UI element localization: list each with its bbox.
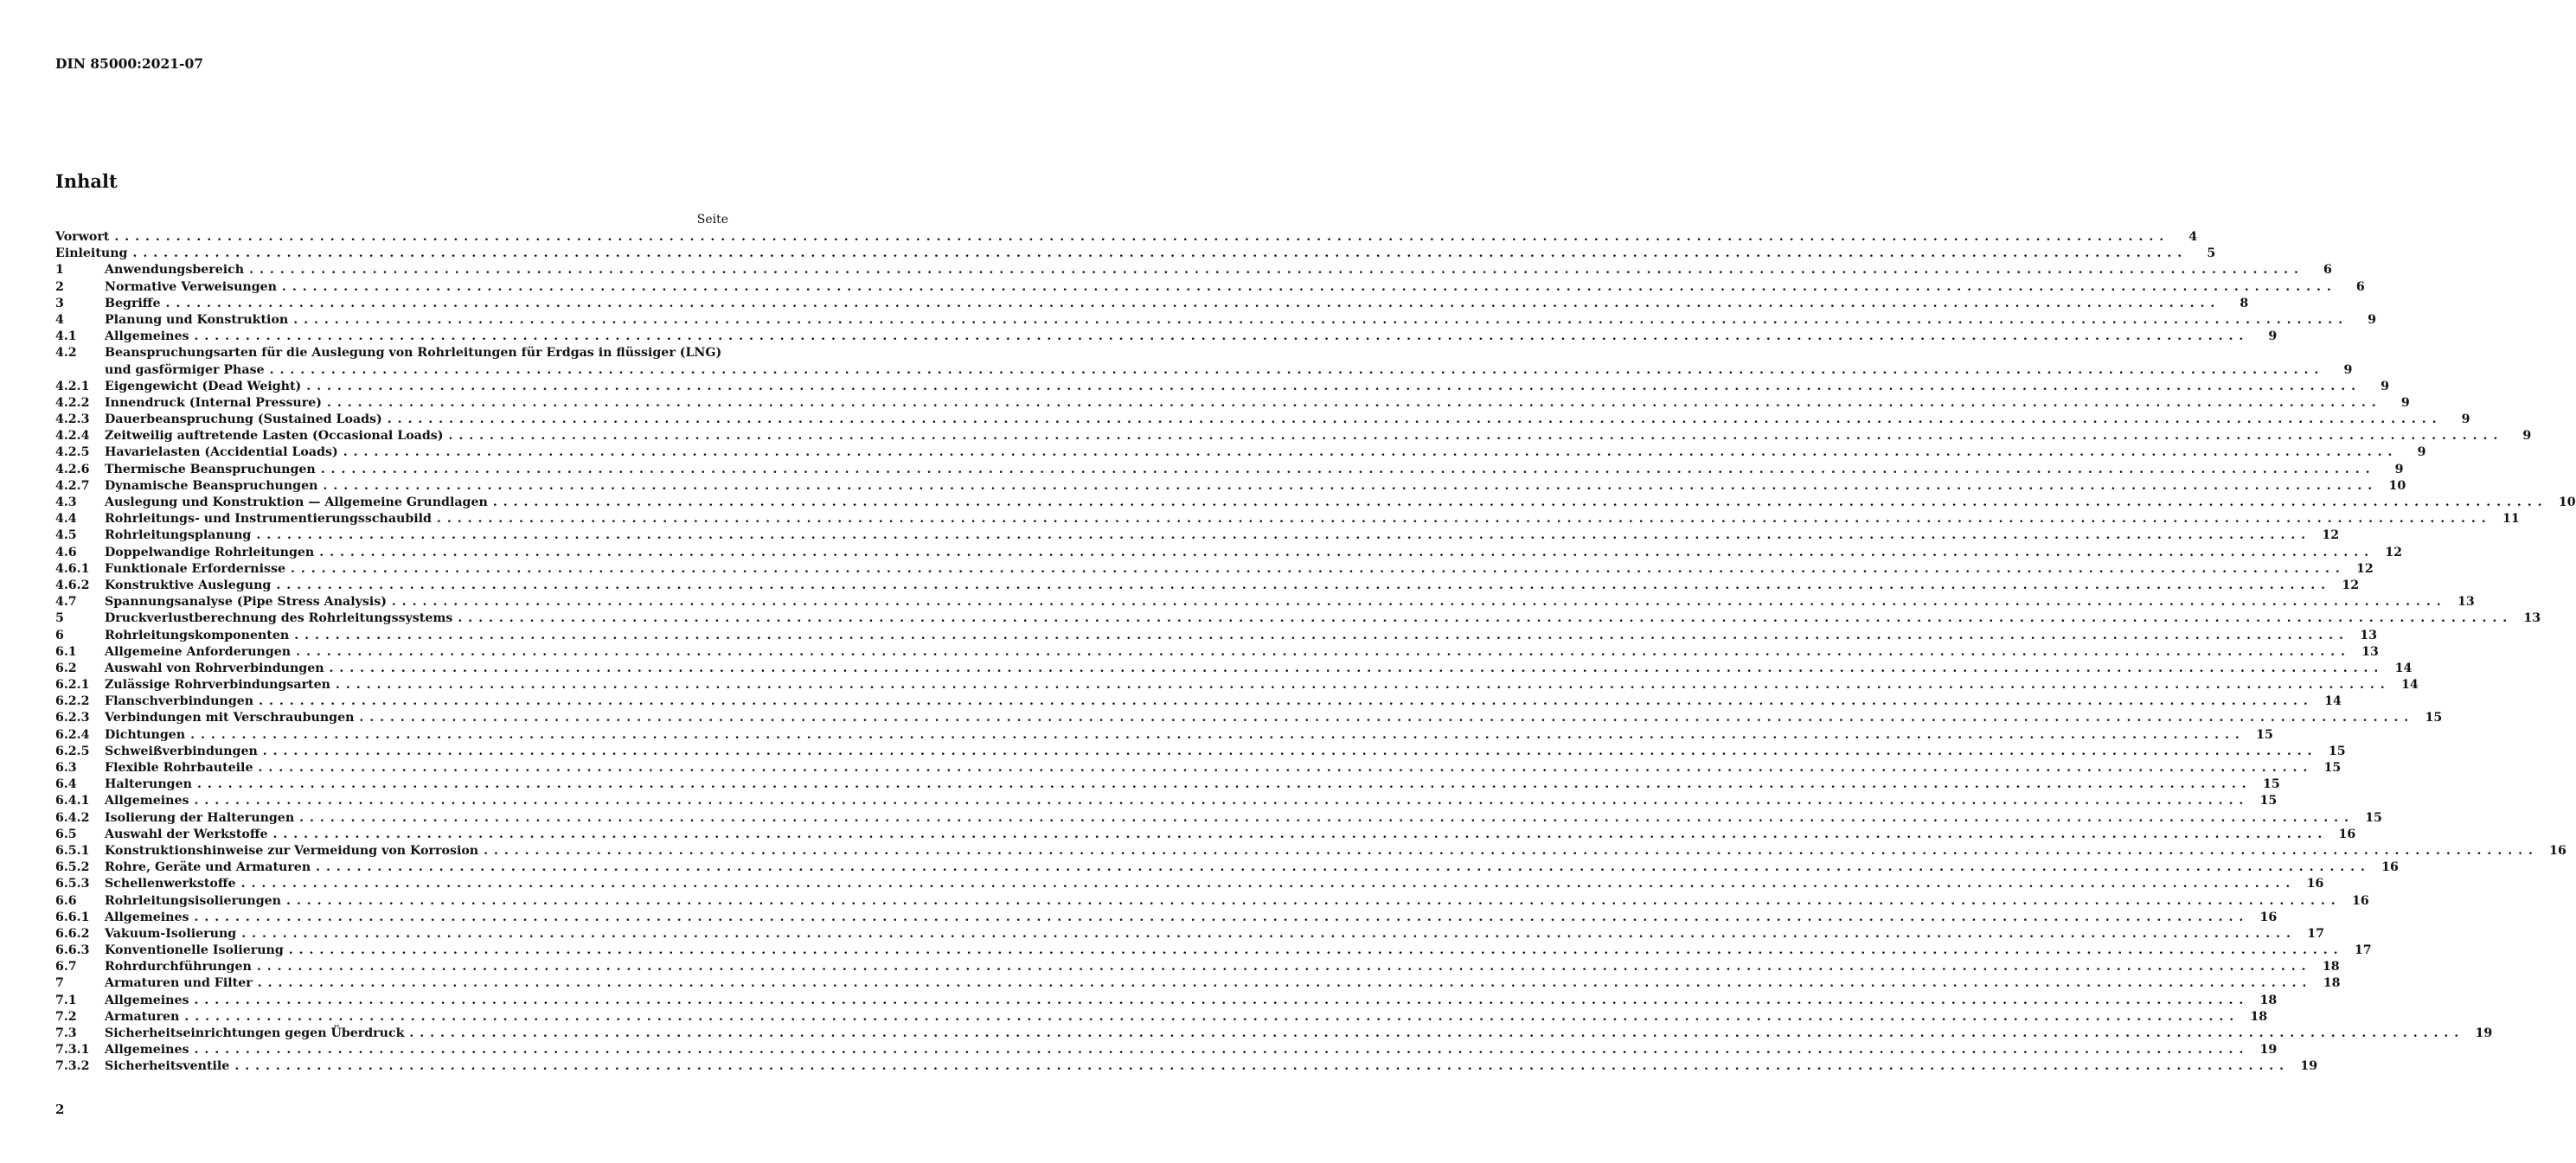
toc-entry-number: 4.2.2 (55, 395, 90, 410)
toc-entry-number: 6.5 (55, 827, 77, 841)
dot-leader: . . . . . . . . . . . . . . . . . . . . . . . . . . . . . . . . . . . . . . . . . . . . . . . . . . . . . . . . . . . . . . . . . . . . . . . . . . . . . . . . . . . . . . . . . . . . . . . . . . . . . . . . . . . . . . . . . . . . . . . . . . . . . . . . . . . . . . . . . . . . . . . . . . . . . . . . . . . . . . . . . . . . . . . . . . . . . . . . . . . . . . . . . . . . . . . . . . . . . . . . (281, 279, 2332, 294)
toc-entry-title: Armaturen (105, 1009, 184, 1026)
toc-entry-number: 5 (55, 611, 64, 626)
toc-entry-title: Halterungen (105, 776, 197, 793)
toc-entry-number: 6.4 (55, 777, 77, 792)
toc-entry[interactable] (55, 412, 2470, 428)
dot-leader: . . . . . . . . . . . . . . . . . . . . . . . . . . . . . . . . . . . . . . . . . . . . . . . . . . . . . . . . . . . . . . . . . . . . . . . . . . . . . . . . . . . . . . . . . . . . . . . . . . . . . . . . . . . . . . . . . . . . . . . . . . . . . . . . . . . . . . . . . . . . . . . . . . . . . . . . . . . . . . . . . . . . . . . . . . . . . . . . . . . . . . . . . . . . . . . . . . . . . . . . (258, 761, 2309, 776)
toc-entry-number: 4.2.6 (55, 462, 90, 476)
toc-entry[interactable] (55, 329, 2278, 345)
toc-entry-number: 6.4.1 (55, 794, 90, 808)
toc-entry-number: 4.1 (55, 329, 77, 344)
page-column-label: Seite (696, 213, 728, 227)
toc-entry[interactable] (55, 229, 2198, 246)
toc-entry-page: 15 (2259, 794, 2278, 808)
toc-entry-page: 4 (2188, 230, 2198, 244)
toc-entry-page: 5 (2207, 246, 2216, 261)
toc-entry-page: 15 (2256, 727, 2273, 742)
dot-leader: . . . . . . . . . . . . . . . . . . . . . . . . . . . . . . . . . . . . . . . . . . . . . . . . . . . . . . . . . . . . . . . . . . . . . . . . . . . . . . . . . . . . . . . . . . . . . . . . . . . . . . . . . . . . . . . . . . . . . . . . . . . . . . . . . . . . . . . . . . . . . . . . . . . . . . . . . . . . . . . . . . . . . . . . . . . . . . . . . . . . . . . . . . . . . . . . . . . . . . . . (194, 794, 2245, 808)
toc-entry-number: 4 (55, 312, 64, 327)
dot-leader: . . . . . . . . . . . . . . . . . . . . . . . . . . . . . . . . . . . . . . . . . . . . . . . . . . . . . . . . . . . . . . . . . . . . . . . . . . . . . . . . . . . . . . . . . . . . . . . . . . . . . . . . . . . . . . . . . . . . . . . . . . . . . . . . . . . . . . . . . . . . . . . . . . . . . . . . . . . . . . . . . . . . . . . . . . . . . . . . . . . . . . . . . . . . . . . . . . . . . . . . (249, 263, 2299, 278)
toc-entry-title: Flexible Rohrbauteile (105, 760, 258, 776)
toc-entry-number: 6.6 (55, 893, 77, 908)
toc-entry-number: 4.6.1 (55, 561, 90, 576)
toc-entry-number: 2 (55, 279, 64, 294)
toc-entry[interactable] (55, 810, 2382, 827)
dot-leader: . . . . . . . . . . . . . . . . . . . . . . . . . . . . . . . . . . . . . . . . . . . . . . . . . . . . . . . . . . . . . . . . . . . . . . . . . . . . . . . . . . . . . . . . . . . . . . . . . . . . . . . . . . . . . . . . . . . . . . . . . . . . . . . . . . . . . . . . . . . . . . . . . . . . . . . . . . . . . . . . . . . . . . . . . . . . . . . . . . . . . . . . . . . . . . . . . . . . . . . . (276, 578, 2327, 592)
toc-entry-title: Konstruktive Auslegung (105, 578, 276, 594)
toc-entry[interactable] (55, 710, 2443, 726)
toc-entry-number: 6.5.1 (55, 843, 90, 858)
toc-entry[interactable] (55, 511, 2520, 527)
toc-entry-number: 6.5.2 (55, 860, 90, 875)
toc-entry-page: 9 (2400, 395, 2410, 410)
toc-entry-number: 6.2.1 (55, 678, 90, 693)
toc-entry-title: Rohrleitungsisolierungen (105, 893, 286, 910)
toc-entry-number: 6.2.3 (55, 711, 90, 725)
toc-entry-page: 14 (2324, 694, 2342, 709)
dot-leader: . . . . . . . . . . . . . . . . . . . . . . . . . . . . . . . . . . . . . . . . . . . . . . . . . . . . . . . . . . . . . . . . . . . . . . . . . . . . . . . . . . . . . . . . . . . . . . . . . . . . . . . . . . . . . . . . . . . . . . . . . . . . . . . . . . . . . . . . . . . . . . . . . . . . . . . . . . . . . . . . . . . . . . . . . . . . . . . . . . . . . . . . . . . . . . . . . . . . . . . . (194, 993, 2245, 1007)
toc-entry-title: Dichtungen (105, 727, 190, 744)
toc-entry-title: Flanschverbindungen (105, 693, 259, 710)
toc-entry-page: 9 (2461, 412, 2470, 427)
toc-entry-number: 4.3 (55, 495, 77, 510)
toc-entry-title: Isolierung der Halterungen (105, 810, 299, 827)
dot-leader: . . . . . . . . . . . . . . . . . . . . . . . . . . . . . . . . . . . . . . . . . . . . . . . . . . . . . . . . . . . . . . . . . . . . . . . . . . . . . . . . . . . . . . . . . . . . . . . . . . . . . . . . . . . . . . . . . . . . . . . . . . . . . . . . . . . . . . . . . . . . . . . . . . . . . . . . . . . . . . . . . . . . . . . . . . . . . . . . . . . . . . . . . . . . . . . . . . . . . . . . (387, 412, 2438, 427)
toc-entry-page: 12 (2385, 545, 2403, 559)
toc-entry[interactable] (55, 975, 2341, 992)
toc-entry-page: 9 (2394, 462, 2404, 476)
dot-leader: . . . . . . . . . . . . . . . . . . . . . . . . . . . . . . . . . . . . . . . . . . . . . . . . . . . . . . . . . . . . . . . . . . . . . . . . . . . . . . . . . . . . . . . . . . . . . . . . . . . . . . . . . . . . . . . . . . . . . . . . . . . . . . . . . . . . . . . . . . . . . . . . . . . . . . . . . . . . . . . . . . . . . . . . . . . . . . . . . . . . . . . . . . . . . . . . . . . . . . . . (272, 827, 2323, 841)
dot-leader: . . . . . . . . . . . . . . . . . . . . . . . . . . . . . . . . . . . . . . . . . . . . . . . . . . . . . . . . . . . . . . . . . . . . . . . . . . . . . . . . . . . . . . . . . . . . . . . . . . . . . . . . . . . . . . . . . . . . . . . . . . . . . . . . . . . . . . . . . . . . . . . . . . . . . . . . . . . . . . . . . . . . . . . . . . . . . . . . . . . . . . . . . . . . . . . . . . . . . . . . (194, 329, 2245, 344)
toc-entry-number: 6.3 (55, 761, 77, 776)
toc-entry[interactable] (55, 478, 2406, 495)
toc-entry-number: 6.1 (55, 644, 77, 659)
toc-entry-number: 6.6.3 (55, 943, 90, 958)
toc-entry[interactable] (55, 661, 2413, 677)
dot-leader: . . . . . . . . . . . . . . . . . . . . . . . . . . . . . . . . . . . . . . . . . . . . . . . . . . . . . . . . . . . . . . . . . . . . . . . . . . . . . . . . . . . . . . . . . . . . . . . . . . . . . . . . . . . . . . . . . . . . . . . . . . . . . . . . . . . . . . . . . . . . . . . . . . . . . . . . . . . . . . . . . . . . . . . . . . . . . . . . . . . . . . . . . . . . . . . . . . . . . . . . (299, 810, 2349, 825)
toc-entry-title: Funktionale Erfordernisse (105, 561, 291, 578)
toc-entry-page: 15 (2262, 777, 2280, 792)
toc-entry-page: 13 (2361, 644, 2379, 659)
dot-leader: . . . . . . . . . . . . . . . . . . . . . . . . . . . . . . . . . . . . . . . . . . . . . . . . . . . . . . . . . . . . . . . . . . . . . . . . . . . . . . . . . . . . . . . . . . . . . . . . . . . . . . . . . . . . . . . . . . . . . . . . . . . . . . . . . . . . . . . . . . . . . . . . . . . . . . . . . . . . . . . . . . . . . . . . . . . . . . . . . . . . . . . . . . . . . . . . . . . . . . . . (492, 495, 2543, 510)
toc-entry[interactable] (55, 462, 2404, 478)
toc-entry[interactable] (55, 859, 2399, 876)
toc-entry-page: 16 (2381, 860, 2399, 875)
dot-leader: . . . . . . . . . . . . . . . . . . . . . . . . . . . . . . . . . . . . . . . . . . . . . . . . . . . . . . . . . . . . . . . . . . . . . . . . . . . . . . . . . . . . . . . . . . . . . . . . . . . . . . . . . . . . . . . . . . . . . . . . . . . . . . . . . . . . . . . . . . . . . . . . . . . . . . . . . . . . . . . . . . . . . . . . . . . . . . . . . . . . . . . . . . . . . . . . . . . . . . . . (296, 644, 2346, 659)
toc-entry[interactable] (55, 345, 2353, 378)
toc-entry-title: Allgemeines (105, 910, 195, 926)
toc-entry[interactable] (55, 495, 2576, 511)
toc-entry-title: Sicherheitseinrichtungen gegen Überdruck (105, 1026, 409, 1042)
toc-entry-page: 12 (2342, 578, 2360, 592)
page-number: 2 (55, 1102, 65, 1117)
dot-leader: . . . . . . . . . . . . . . . . . . . . . . . . . . . . . . . . . . . . . . . . . . . . . . . . . . . . . . . . . . . . . . . . . . . . . . . . . . . . . . . . . . . . . . . . . . . . . . . . . . . . . . . . . . . . . . . . . . . . . . . . . . . . . . . . . . . . . . . . . . . . . . . . . . . . . . . . . . . . . . . . . . . . . . . . . . . . . . . . . . . . . . . . . . . . . . . . . . . . . . . . (234, 1059, 2285, 1074)
toc-entry[interactable] (55, 926, 2324, 943)
dot-leader: . . . . . . . . . . . . . . . . . . . . . . . . . . . . . . . . . . . . . . . . . . . . . . . . . . . . . . . . . . . . . . . . . . . . . . . . . . . . . . . . . . . . . . . . . . . . . . . . . . . . . . . . . . . . . . . . . . . . . . . . . . . . . . . . . . . . . . . . . . . . . . . . . . . . . . . . . . . . . . . . . . . . . . . . . . . . . . . . . . . . . . . . . . . . . . . . . . . . . . . . (448, 429, 2499, 444)
toc-entry-page: 13 (2457, 595, 2475, 610)
toc-entry[interactable] (55, 993, 2278, 1009)
toc-entry-number: 6.5.3 (55, 877, 90, 891)
dot-leader: . . . . . . . . . . . . . . . . . . . . . . . . . . . . . . . . . . . . . . . . . . . . . . . . . . . . . . . . . . . . . . . . . . . . . . . . . . . . . . . . . . . . . . . . . . . . . . . . . . . . . . . . . . . . . . . . . . . . . . . . . . . . . . . . . . . . . . . . . . . . . . . . . . . . . . . . . . . . . . . . . . . . . . . . . . . . . . . . . . . . . . . . . . . . . . . . . . . . . . . . (409, 1026, 2460, 1041)
toc-entry-number: 4.2.1 (55, 379, 90, 393)
toc-entry[interactable] (55, 610, 2541, 627)
toc-entry[interactable] (55, 644, 2379, 661)
toc-entry-number: 6.6.2 (55, 926, 90, 941)
toc-entry-page: 15 (2365, 810, 2382, 825)
toc-entry-page: 12 (2322, 528, 2340, 543)
dot-leader: . . . . . . . . . . . . . . . . . . . . . . . . . . . . . . . . . . . . . . . . . . . . . . . . . . . . . . . . . . . . . . . . . . . . . . . . . . . . . . . . . . . . . . . . . . . . . . . . . . . . . . . . . . . . . . . . . . . . . . . . . . . . . . . . . . . . . . . . . . . . . . . . . . . . . . . . . . . . . . . . . . . . . . . . . . . . . . . . . . . . . . . . . . . . . . . . . . . . . . . . (257, 976, 2308, 991)
toc-entry-number: 7.3.2 (55, 1059, 90, 1074)
dot-leader: . . . . . . . . . . . . . . . . . . . . . . . . . . . . . . . . . . . . . . . . . . . . . . . . . . . . . . . . . . . . . . . . . . . . . . . . . . . . . . . . . . . . . . . . . . . . . . . . . . . . . . . . . . . . . . . . . . . . . . . . . . . . . . . . . . . . . . . . . . . . . . . . . . . . . . . . . . . . . . . . . . . . . . . . . . . . . . . . . . . . . . . . . . . . . . . . . . . . . . . . (132, 246, 2183, 261)
toc-entry[interactable] (55, 1026, 2493, 1042)
toc-entry-number: 7.1 (55, 993, 77, 1007)
dot-leader: . . . . . . . . . . . . . . . . . . . . . . . . . . . . . . . . . . . . . . . . . . . . . . . . . . . . . . . . . . . . . . . . . . . . . . . . . . . . . . . . . . . . . . . . . . . . . . . . . . . . . . . . . . . . . . . . . . . . . . . . . . . . . . . . . . . . . . . . . . . . . . . . . . . . . . . . . . . . . . . . . . . . . . . . . . . . . . . . . . . . . . . . . . . . . . . . . . . . . . . . (269, 362, 2320, 377)
toc-entry-title: Auswahl von Rohrverbindungen (105, 661, 330, 677)
toc-entry[interactable] (55, 760, 2342, 776)
toc-entry-title: Armaturen und Filter (105, 975, 258, 992)
toc-entry-number: 4.6 (55, 545, 77, 559)
dot-leader: . . . . . . . . . . . . . . . . . . . . . . . . . . . . . . . . . . . . . . . . . . . . . . . . . . . . . . . . . . . . . . . . . . . . . . . . . . . . . . . . . . . . . . . . . . . . . . . . . . . . . . . . . . . . . . . . . . . . . . . . . . . . . . . . . . . . . . . . . . . . . . . . . . . . . . . . . . . . . . . . . . . . . . . . . . . . . . . . . . . . . . . . . . . . . . . . . . . . . . . . (256, 960, 2307, 974)
toc-entry-page: 15 (2323, 761, 2342, 776)
toc-entry[interactable] (55, 843, 2566, 859)
toc-entry-page: 10 (2388, 478, 2406, 493)
dot-leader: . . . . . . . . . . . . . . . . . . . . . . . . . . . . . . . . . . . . . . . . . . . . . . . . . . . . . . . . . . . . . . . . . . . . . . . . . . . . . . . . . . . . . . . . . . . . . . . . . . . . . . . . . . . . . . . . . . . . . . . . . . . . . . . . . . . . . . . . . . . . . . . . . . . . . . . . . . . . . . . . . . . . . . . . . . . . . . . . . . . . . . . . . . . . . . . . . . . . . . . . (320, 462, 2371, 476)
toc-entry-number: 6.4.2 (55, 810, 90, 825)
dot-leader: . . . . . . . . . . . . . . . . . . . . . . . . . . . . . . . . . . . . . . . . . . . . . . . . . . . . . . . . . . . . . . . . . . . . . . . . . . . . . . . . . . . . . . . . . . . . . . . . . . . . . . . . . . . . . . . . . . . . . . . . . . . . . . . . . . . . . . . . . . . . . . . . . . . . . . . . . . . . . . . . . . . . . . . . . . . . . . . . . . . . . . . . . . . . . . . . . . . . . . . . (316, 860, 2366, 875)
toc-title: Inhalt (55, 170, 118, 192)
toc-entry[interactable] (55, 444, 2426, 461)
toc-entry[interactable] (55, 827, 2356, 843)
toc-entry-title: Dauerbeanspruchung (Sustained Loads) (105, 412, 388, 428)
toc-entry-page: 16 (2259, 910, 2278, 924)
toc-entry-number: 4.2 (55, 346, 77, 361)
dot-leader: . . . . . . . . . . . . . . . . . . . . . . . . . . . . . . . . . . . . . . . . . . . . . . . . . . . . . . . . . . . . . . . . . . . . . . . . . . . . . . . . . . . . . . . . . . . . . . . . . . . . . . . . . . . . . . . . . . . . . . . . . . . . . . . . . . . . . . . . . . . . . . . . . . . . . . . . . . . . . . . . . . . . . . . . . . . . . . . . . . . . . . . . . . . . . . . . . . . . . . . . (391, 595, 2442, 610)
dot-leader: . . . . . . . . . . . . . . . . . . . . . . . . . . . . . . . . . . . . . . . . . . . . . . . . . . . . . . . . . . . . . . . . . . . . . . . . . . . . . . . . . . . . . . . . . . . . . . . . . . . . . . . . . . . . . . . . . . . . . . . . . . . . . . . . . . . . . . . . . . . . . . . . . . . . . . . . . . . . . . . . . . . . . . . . . . . . . . . . . . . . . . . . . . . . . . . . . . . . . . . . (285, 893, 2336, 908)
toc-entry-title: Schweißverbindungen (105, 744, 263, 760)
toc-entry-number: 3 (55, 296, 64, 310)
toc-entry-page: 9 (2417, 445, 2426, 460)
toc-entry-page: 8 (2240, 296, 2249, 310)
toc-entry-title: Havarielasten (Accidential Loads) (105, 444, 343, 461)
toc-entry-page: 9 (2268, 329, 2278, 344)
toc-entry[interactable] (55, 395, 2410, 412)
dot-leader: . . . . . . . . . . . . . . . . . . . . . . . . . . . . . . . . . . . . . . . . . . . . . . . . . . . . . . . . . . . . . . . . . . . . . . . . . . . . . . . . . . . . . . . . . . . . . . . . . . . . . . . . . . . . . . . . . . . . . . . . . . . . . . . . . . . . . . . . . . . . . . . . . . . . . . . . . . . . . . . . . . . . . . . . . . . . . . . . . . . . . . . . . . . . . . . . . . . . . . . . (240, 877, 2291, 891)
dot-leader: . . . . . . . . . . . . . . . . . . . . . . . . . . . . . . . . . . . . . . . . . . . . . . . . . . . . . . . . . . . . . . . . . . . . . . . . . . . . . . . . . . . . . . . . . . . . . . . . . . . . . . . . . . . . . . . . . . . . . . . . . . . . . . . . . . . . . . . . . . . . . . . . . . . . . . . . . . . . . . . . . . . . . . . . . . . . . . . . . . . . . . . . . . . . . . . . . . . . . . . . (329, 661, 2380, 675)
toc-entry-title: Verbindungen mit Verschraubungen (105, 710, 359, 726)
toc-entry-number: 4.5 (55, 528, 77, 543)
toc-entry-page: 16 (2306, 877, 2324, 891)
toc-entry-title: Druckverlustberechnung des Rohrleitungssystems (105, 610, 458, 627)
toc-entry-title: Doppelwandige Rohrleitungen (105, 545, 319, 561)
toc-entry-title: Innendruck (Internal Pressure) (105, 395, 327, 412)
toc-entry-number: 7.2 (55, 1009, 77, 1024)
toc-entry-page: 16 (2351, 893, 2369, 908)
toc-entry-title: Planung und Konstruktion (105, 312, 293, 329)
dot-leader: . . . . . . . . . . . . . . . . . . . . . . . . . . . . . . . . . . . . . . . . . . . . . . . . . . . . . . . . . . . . . . . . . . . . . . . . . . . . . . . . . . . . . . . . . . . . . . . . . . . . . . . . . . . . . . . . . . . . . . . . . . . . . . . . . . . . . . . . . . . . . . . . . . . . . . . . . . . . . . . . . . . . . . . . . . . . . . . . . . . . . . . . . . . . . . . . . . . . . . . . (184, 1009, 2235, 1024)
dot-leader: . . . . . . . . . . . . . . . . . . . . . . . . . . . . . . . . . . . . . . . . . . . . . . . . . . . . . . . . . . . . . . . . . . . . . . . . . . . . . . . . . . . . . . . . . . . . . . . . . . . . . . . . . . . . . . . . . . . . . . . . . . . . . . . . . . . . . . . . . . . . . . . . . . . . . . . . . . . . . . . . . . . . . . . . . . . . . . . . . . . . . . . . . . . . . . . . . . . . . . . . (259, 694, 2309, 709)
toc-entry-title: Thermische Beanspruchungen (105, 462, 321, 478)
toc-entry-number: 7.3.1 (55, 1043, 90, 1058)
toc-entry[interactable] (55, 744, 2346, 760)
toc-entry-page: 14 (2400, 678, 2419, 693)
toc-entry-title: Rohrleitungsplanung (105, 527, 256, 544)
toc-entry-page: 6 (2355, 279, 2365, 294)
dot-leader: . . . . . . . . . . . . . . . . . . . . . . . . . . . . . . . . . . . . . . . . . . . . . . . . . . . . . . . . . . . . . . . . . . . . . . . . . . . . . . . . . . . . . . . . . . . . . . . . . . . . . . . . . . . . . . . . . . . . . . . . . . . . . . . . . . . . . . . . . . . . . . . . . . . . . . . . . . . . . . . . . . . . . . . . . . . . . . . . . . . . . . . . . . . . . . . . . . . . . . . . (194, 1043, 2245, 1058)
toc-entry-number: 6.2.4 (55, 727, 90, 742)
toc-entry-page: 13 (2360, 628, 2377, 642)
toc-entry[interactable] (55, 312, 2377, 329)
dot-leader: . . . . . . . . . . . . . . . . . . . . . . . . . . . . . . . . . . . . . . . . . . . . . . . . . . . . . . . . . . . . . . . . . . . . . . . . . . . . . . . . . . . . . . . . . . . . . . . . . . . . . . . . . . . . . . . . . . . . . . . . . . . . . . . . . . . . . . . . . . . . . . . . . . . . . . . . . . . . . . . . . . . . . . . . . . . . . . . . . . . . . . . . . . . . . . . . . . . . . . . . (458, 611, 2509, 626)
toc-entry-title: Auswahl der Werkstoffe (105, 827, 273, 843)
dot-leader: . . . . . . . . . . . . . . . . . . . . . . . . . . . . . . . . . . . . . . . . . . . . . . . . . . . . . . . . . . . . . . . . . . . . . . . . . . . . . . . . . . . . . . . . . . . . . . . . . . . . . . . . . . . . . . . . . . . . . . . . . . . . . . . . . . . . . . . . . . . . . . . . . . . . . . . . . . . . . . . . . . . . . . . . . . . . . . . . . . . . . . . . . . . . . . . . . . . . . . . . (306, 379, 2357, 393)
toc-entry-number: 6 (55, 628, 64, 642)
toc-entry-title: Rohrdurchführungen (105, 959, 257, 975)
toc-entry-title: Vorwort (55, 229, 114, 246)
toc-entry[interactable] (55, 379, 2390, 395)
toc-entry[interactable] (55, 279, 2365, 296)
toc-entry[interactable] (55, 727, 2273, 744)
toc-entry-page: 19 (2259, 1043, 2278, 1058)
toc-entry-title: Zulässige Rohrverbindungsarten (105, 677, 336, 693)
toc-entry[interactable] (55, 943, 2372, 959)
toc-entry-page: 11 (2502, 512, 2520, 527)
toc-entry[interactable] (55, 545, 2403, 561)
toc-entry-title: Allgemeines (105, 993, 195, 1009)
toc-entry-number: 6.2 (55, 661, 77, 675)
toc-entry[interactable] (55, 578, 2360, 594)
table-of-contents (55, 229, 2576, 1076)
toc-entry-number: 4.2.4 (55, 429, 90, 444)
toc-entry[interactable] (55, 876, 2324, 892)
toc-entry-number: 6.6.1 (55, 910, 90, 924)
toc-entry-page: 19 (2300, 1059, 2318, 1074)
toc-entry[interactable] (55, 910, 2278, 926)
dot-leader: . . . . . . . . . . . . . . . . . . . . . . . . . . . . . . . . . . . . . . . . . . . . . . . . . . . . . . . . . . . . . . . . . . . . . . . . . . . . . . . . . . . . . . . . . . . . . . . . . . . . . . . . . . . . . . . . . . . . . . . . . . . . . . . . . . . . . . . . . . . . . . . . . . . . . . . . . . . . . . . . . . . . . . . . . . . . . . . . . . . . . . . . . . . . . . . . . . . . . . . . (319, 545, 2370, 559)
toc-entry-number: 4.6.2 (55, 578, 90, 592)
toc-entry[interactable] (55, 677, 2419, 693)
toc-entry-page: 9 (2381, 379, 2390, 393)
toc-entry-page: 16 (2549, 843, 2566, 858)
toc-entry-title: Allgemeines (105, 1042, 195, 1058)
toc-entry-title: Konstruktionshinweise zur Vermeidung von Korrosion (105, 843, 484, 859)
toc-entry[interactable] (55, 527, 2340, 544)
dot-leader: . . . . . . . . . . . . . . . . . . . . . . . . . . . . . . . . . . . . . . . . . . . . . . . . . . . . . . . . . . . . . . . . . . . . . . . . . . . . . . . . . . . . . . . . . . . . . . . . . . . . . . . . . . . . . . . . . . . . . . . . . . . . . . . . . . . . . . . . . . . . . . . . . . . . . . . . . . . . . . . . . . . . . . . . . . . . . . . . . . . . . . . . . . . . . . . . . . . . . . . . (241, 926, 2291, 941)
toc-entry-page: 18 (2323, 976, 2341, 991)
toc-entry-title: Auslegung und Konstruktion — Allgemeine Grundlagen (105, 495, 493, 511)
toc-entry-page: 14 (2394, 661, 2413, 675)
toc-entry-title: Sicherheitsventile (105, 1058, 234, 1075)
toc-entry-page: 19 (2475, 1026, 2493, 1041)
toc-entry-page: 12 (2356, 561, 2374, 576)
toc-entry-title-continued: und gasförmiger Phase (105, 362, 270, 379)
dot-leader: . . . . . . . . . . . . . . . . . . . . . . . . . . . . . . . . . . . . . . . . . . . . . . . . . . . . . . . . . . . . . . . . . . . . . . . . . . . . . . . . . . . . . . . . . . . . . . . . . . . . . . . . . . . . . . . . . . . . . . . . . . . . . . . . . . . . . . . . . . . . . . . . . . . . . . . . . . . . . . . . . . . . . . . . . . . . . . . . . . . . . . . . . . . . . . . . . . . . . . . . (359, 711, 2410, 725)
dot-leader: . . . . . . . . . . . . . . . . . . . . . . . . . . . . . . . . . . . . . . . . . . . . . . . . . . . . . . . . . . . . . . . . . . . . . . . . . . . . . . . . . . . . . . . . . . . . . . . . . . . . . . . . . . . . . . . . . . . . . . . . . . . . . . . . . . . . . . . . . . . . . . . . . . . . . . . . . . . . . . . . . . . . . . . . . . . . . . . . . . . . . . . . . . . . . . . . . . . . . . . . (294, 628, 2344, 642)
toc-entry-title: Begriffe (105, 296, 165, 312)
dot-leader: . . . . . . . . . . . . . . . . . . . . . . . . . . . . . . . . . . . . . . . . . . . . . . . . . . . . . . . . . . . . . . . . . . . . . . . . . . . . . . . . . . . . . . . . . . . . . . . . . . . . . . . . . . . . . . . . . . . . . . . . . . . . . . . . . . . . . . . . . . . . . . . . . . . . . . . . . . . . . . . . . . . . . . . . . . . . . . . . . . . . . . . . . . . . . . . . . . . . . . . . (291, 561, 2341, 576)
toc-entry[interactable] (55, 1058, 2318, 1075)
document-id: DIN 85000:2021-07 (55, 55, 204, 72)
toc-entry-page: 9 (2368, 312, 2377, 327)
toc-entry-page: 9 (2343, 362, 2353, 377)
toc-entry-title: Anwendungsbereich (105, 262, 249, 278)
toc-entry-title: Spannungsanalyse (Pipe Stress Analysis) (105, 594, 392, 610)
toc-entry-number: 7 (55, 976, 64, 991)
toc-entry-title: Dynamische Beanspruchungen (105, 478, 323, 495)
toc-entry-page: 16 (2338, 827, 2356, 841)
toc-entry-number: 6.2.5 (55, 744, 90, 758)
dot-leader: . . . . . . . . . . . . . . . . . . . . . . . . . . . . . . . . . . . . . . . . . . . . . . . . . . . . . . . . . . . . . . . . . . . . . . . . . . . . . . . . . . . . . . . . . . . . . . . . . . . . . . . . . . . . . . . . . . . . . . . . . . . . . . . . . . . . . . . . . . . . . . . . . . . . . . . . . . . . . . . . . . . . . . . . . . . . . . . . . . . . . . . . . . . . . . . . . . . . . . . . (343, 445, 2393, 460)
toc-entry-title: Schellenwerkstoffe (105, 876, 241, 892)
toc-entry[interactable] (55, 428, 2532, 444)
toc-entry-number: 4.2.7 (55, 478, 90, 493)
toc-entry-page: 17 (2307, 926, 2324, 941)
dot-leader: . . . . . . . . . . . . . . . . . . . . . . . . . . . . . . . . . . . . . . . . . . . . . . . . . . . . . . . . . . . . . . . . . . . . . . . . . . . . . . . . . . . . . . . . . . . . . . . . . . . . . . . . . . . . . . . . . . . . . . . . . . . . . . . . . . . . . . . . . . . . . . . . . . . . . . . . . . . . . . . . . . . . . . . . . . . . . . . . . . . . . . . . . . . . . . . . . . . . . . . . (190, 727, 2240, 742)
toc-entry-number: 1 (55, 263, 64, 278)
dot-leader: . . . . . . . . . . . . . . . . . . . . . . . . . . . . . . . . . . . . . . . . . . . . . . . . . . . . . . . . . . . . . . . . . . . . . . . . . . . . . . . . . . . . . . . . . . . . . . . . . . . . . . . . . . . . . . . . . . . . . . . . . . . . . . . . . . . . . . . . . . . . . . . . . . . . . . . . . . . . . . . . . . . . . . . . . . . . . . . . . . . . . . . . . . . . . . . . . . . . . . . . (288, 943, 2339, 958)
toc-entry-page: 18 (2250, 1009, 2268, 1024)
toc-entry[interactable] (55, 561, 2374, 578)
dot-leader: . . . . . . . . . . . . . . . . . . . . . . . . . . . . . . . . . . . . . . . . . . . . . . . . . . . . . . . . . . . . . . . . . . . . . . . . . . . . . . . . . . . . . . . . . . . . . . . . . . . . . . . . . . . . . . . . . . . . . . . . . . . . . . . . . . . . . . . . . . . . . . . . . . . . . . . . . . . . . . . . . . . . . . . . . . . . . . . . . . . . . . . . . . . . . . . . . . . . . . . . (262, 744, 2313, 758)
toc-entry-number: 4.7 (55, 595, 77, 610)
toc-entry-title: Rohrleitungskomponenten (105, 628, 294, 644)
toc-entry[interactable] (55, 296, 2249, 312)
dot-leader: . . . . . . . . . . . . . . . . . . . . . . . . . . . . . . . . . . . . . . . . . . . . . . . . . . . . . . . . . . . . . . . . . . . . . . . . . . . . . . . . . . . . . . . . . . . . . . . . . . . . . . . . . . . . . . . . . . . . . . . . . . . . . . . . . . . . . . . . . . . . . . . . . . . . . . . . . . . . . . . . . . . . . . . . . . . . . . . . . . . . . . . . . . . . . . . . . . . . . . . . (484, 843, 2534, 858)
toc-entry-page: 6 (2323, 263, 2332, 278)
toc-entry-title: Konventionelle Isolierung (105, 943, 289, 959)
toc-entry-page: 15 (2328, 744, 2346, 758)
toc-entry[interactable] (55, 246, 2216, 262)
toc-entry[interactable] (55, 893, 2369, 910)
toc-entry-page: 13 (2523, 611, 2541, 626)
toc-entry-number: 7.3 (55, 1026, 77, 1041)
toc-entry-page: 18 (2259, 993, 2278, 1007)
toc-entry[interactable] (55, 1009, 2268, 1026)
dot-leader: . . . . . . . . . . . . . . . . . . . . . . . . . . . . . . . . . . . . . . . . . . . . . . . . . . . . . . . . . . . . . . . . . . . . . . . . . . . . . . . . . . . . . . . . . . . . . . . . . . . . . . . . . . . . . . . . . . . . . . . . . . . . . . . . . . . . . . . . . . . . . . . . . . . . . . . . . . . . . . . . . . . . . . . . . . . . . . . . . . . . . . . . . . . . . . . . . . . . . . . . (114, 230, 2165, 244)
toc-entry-page: 17 (2354, 943, 2372, 958)
toc-entry[interactable] (55, 628, 2377, 644)
toc-entry-number: 4.2.5 (55, 445, 90, 460)
toc-entry[interactable] (55, 1042, 2278, 1058)
toc-entry-title: Beanspruchungsarten für die Auslegung von Rohrleitungen für Erdgas in flüssiger (LNG) (105, 346, 722, 361)
toc-entry-page: 18 (2322, 960, 2340, 974)
toc-entry-title: Allgemeine Anforderungen (105, 644, 296, 661)
toc-entry-title: Rohrleitungs- und Instrumentierungsschaubild (105, 511, 437, 527)
toc-entry[interactable] (55, 594, 2475, 610)
dot-leader: . . . . . . . . . . . . . . . . . . . . . . . . . . . . . . . . . . . . . . . . . . . . . . . . . . . . . . . . . . . . . . . . . . . . . . . . . . . . . . . . . . . . . . . . . . . . . . . . . . . . . . . . . . . . . . . . . . . . . . . . . . . . . . . . . . . . . . . . . . . . . . . . . . . . . . . . . . . . . . . . . . . . . . . . . . . . . . . . . . . . . . . . . . . . . . . . . . . . . . . . (196, 777, 2247, 792)
toc-entry-title: Allgemeines (105, 329, 195, 345)
toc-entry-number: 6.7 (55, 960, 77, 974)
dot-leader: . . . . . . . . . . . . . . . . . . . . . . . . . . . . . . . . . . . . . . . . . . . . . . . . . . . . . . . . . . . . . . . . . . . . . . . . . . . . . . . . . . . . . . . . . . . . . . . . . . . . . . . . . . . . . . . . . . . . . . . . . . . . . . . . . . . . . . . . . . . . . . . . . . . . . . . . . . . . . . . . . . . . . . . . . . . . . . . . . . . . . . . . . . . . . . . . . . . . . . . . (326, 395, 2377, 410)
toc-entry-title: Zeitweilig auftretende Lasten (Occasional Loads) (105, 428, 449, 444)
toc-entry-number: 4.4 (55, 512, 77, 527)
dot-leader: . . . . . . . . . . . . . . . . . . . . . . . . . . . . . . . . . . . . . . . . . . . . . . . . . . . . . . . . . . . . . . . . . . . . . . . . . . . . . . . . . . . . . . . . . . . . . . . . . . . . . . . . . . . . . . . . . . . . . . . . . . . . . . . . . . . . . . . . . . . . . . . . . . . . . . . . . . . . . . . . . . . . . . . . . . . . . . . . . . . . . . . . . . . . . . . . . . . . . . . . (335, 678, 2386, 693)
dot-leader: . . . . . . . . . . . . . . . . . . . . . . . . . . . . . . . . . . . . . . . . . . . . . . . . . . . . . . . . . . . . . . . . . . . . . . . . . . . . . . . . . . . . . . . . . . . . . . . . . . . . . . . . . . . . . . . . . . . . . . . . . . . . . . . . . . . . . . . . . . . . . . . . . . . . . . . . . . . . . . . . . . . . . . . . . . . . . . . . . . . . . . . . . . . . . . . . . . . . . . . . (323, 478, 2374, 493)
toc-entry-number: 4.2.3 (55, 412, 90, 427)
toc-entry-title: Einleitung (55, 246, 132, 262)
dot-leader: . . . . . . . . . . . . . . . . . . . . . . . . . . . . . . . . . . . . . . . . . . . . . . . . . . . . . . . . . . . . . . . . . . . . . . . . . . . . . . . . . . . . . . . . . . . . . . . . . . . . . . . . . . . . . . . . . . . . . . . . . . . . . . . . . . . . . . . . . . . . . . . . . . . . . . . . . . . . . . . . . . . . . . . . . . . . . . . . . . . . . . . . . . . . . . . . . . . . . . . . (165, 296, 2216, 310)
toc-entry[interactable] (55, 793, 2278, 809)
dot-leader: . . . . . . . . . . . . . . . . . . . . . . . . . . . . . . . . . . . . . . . . . . . . . . . . . . . . . . . . . . . . . . . . . . . . . . . . . . . . . . . . . . . . . . . . . . . . . . . . . . . . . . . . . . . . . . . . . . . . . . . . . . . . . . . . . . . . . . . . . . . . . . . . . . . . . . . . . . . . . . . . . . . . . . . . . . . . . . . . . . . . . . . . . . . . . . . . . . . . . . . . (194, 910, 2245, 924)
toc-entry[interactable] (55, 262, 2332, 278)
toc-entry[interactable] (55, 693, 2342, 710)
toc-entry-title: Eigengewicht (Dead Weight) (105, 379, 306, 395)
toc-entry[interactable] (55, 959, 2340, 975)
toc-entry-title: Vakuum-Isolierung (105, 926, 241, 943)
toc-entry[interactable] (55, 776, 2280, 793)
toc-entry-number: 6.2.2 (55, 694, 90, 709)
dot-leader: . . . . . . . . . . . . . . . . . . . . . . . . . . . . . . . . . . . . . . . . . . . . . . . . . . . . . . . . . . . . . . . . . . . . . . . . . . . . . . . . . . . . . . . . . . . . . . . . . . . . . . . . . . . . . . . . . . . . . . . . . . . . . . . . . . . . . . . . . . . . . . . . . . . . . . . . . . . . . . . . . . . . . . . . . . . . . . . . . . . . . . . . . . . . . . . . . . . . . . . . (293, 312, 2344, 327)
toc-entry-page: 15 (2425, 711, 2443, 725)
toc-entry-page: 9 (2522, 429, 2532, 444)
dot-leader: . . . . . . . . . . . . . . . . . . . . . . . . . . . . . . . . . . . . . . . . . . . . . . . . . . . . . . . . . . . . . . . . . . . . . . . . . . . . . . . . . . . . . . . . . . . . . . . . . . . . . . . . . . . . . . . . . . . . . . . . . . . . . . . . . . . . . . . . . . . . . . . . . . . . . . . . . . . . . . . . . . . . . . . . . . . . . . . . . . . . . . . . . . . . . . . . . . . . . . . . (256, 528, 2307, 543)
toc-entry-page: 10 (2558, 495, 2576, 510)
toc-entry-title: Allgemeines (105, 793, 195, 809)
dot-leader: . . . . . . . . . . . . . . . . . . . . . . . . . . . . . . . . . . . . . . . . . . . . . . . . . . . . . . . . . . . . . . . . . . . . . . . . . . . . . . . . . . . . . . . . . . . . . . . . . . . . . . . . . . . . . . . . . . . . . . . . . . . . . . . . . . . . . . . . . . . . . . . . . . . . . . . . . . . . . . . . . . . . . . . . . . . . . . . . . . . . . . . . . . . . . . . . . . . . . . . . (436, 512, 2487, 527)
toc-entry-title: Rohre, Geräte und Armaturen (105, 859, 316, 876)
toc-entry-title: Normative Verweisungen (105, 279, 282, 296)
